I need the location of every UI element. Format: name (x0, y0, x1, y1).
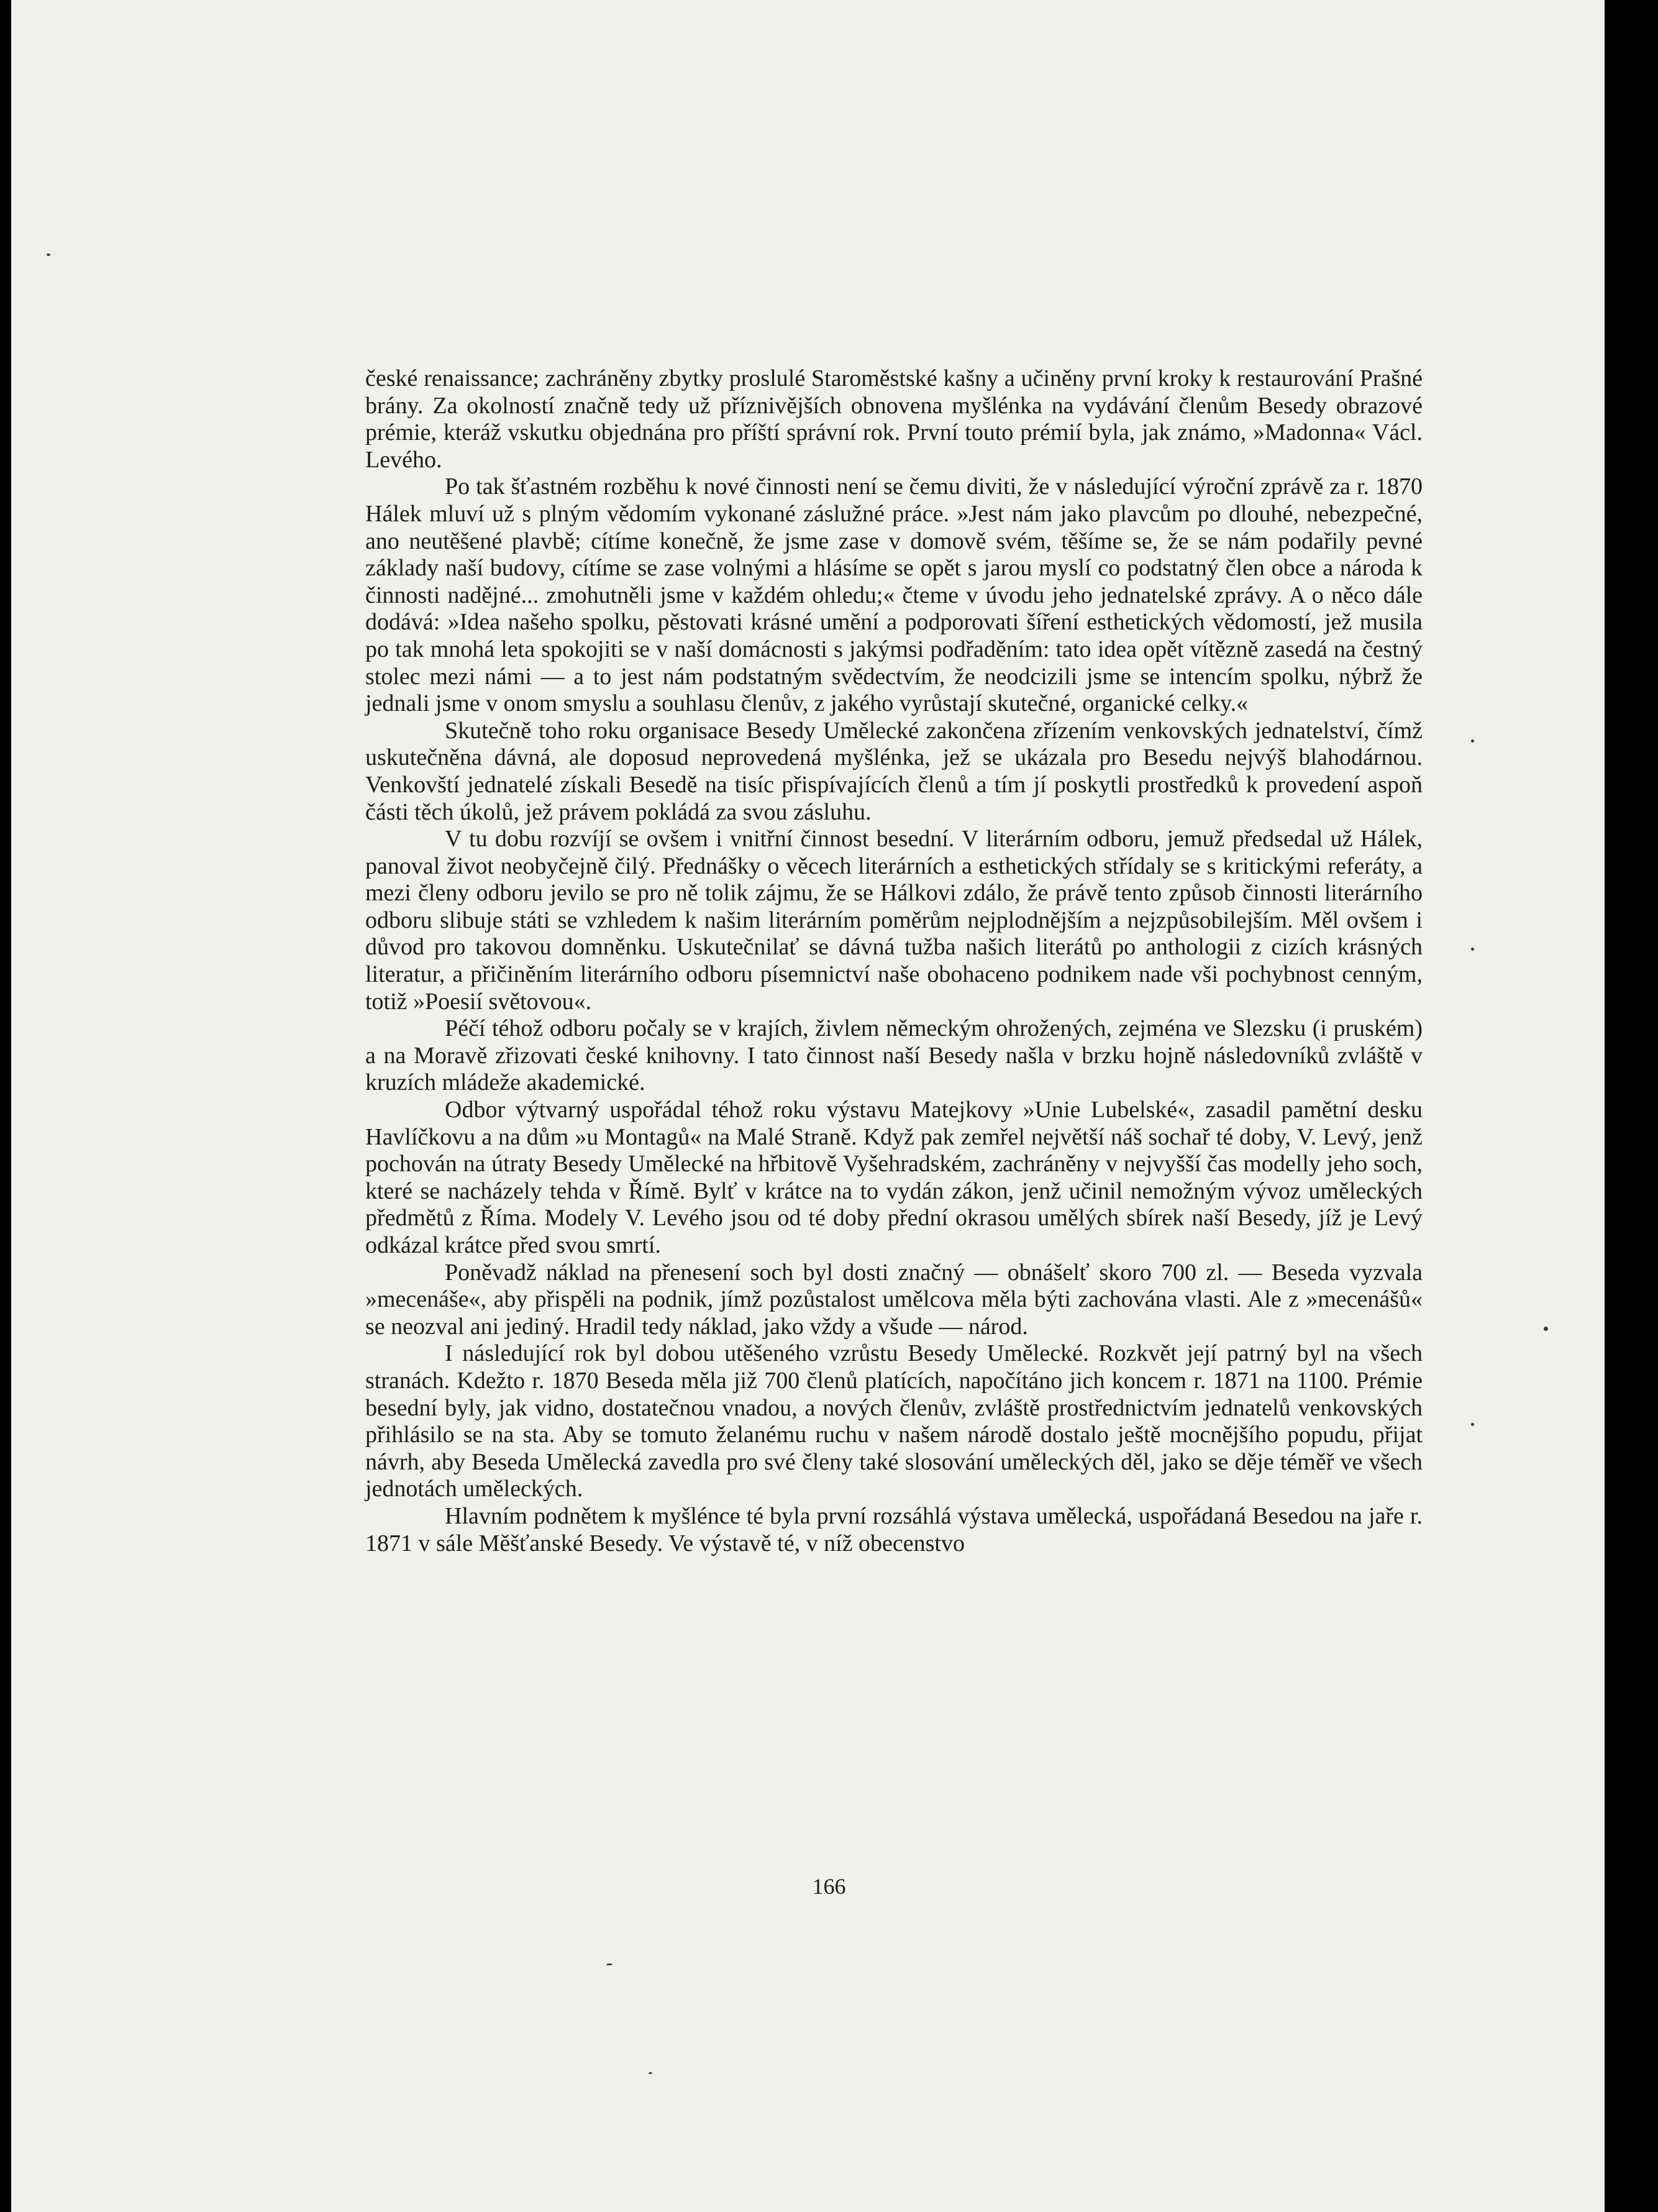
body-text (365, 365, 1423, 1557)
scan-speck (47, 254, 50, 256)
paragraph: I následující rok byl dobou utěšeného vzrůstu Besedy Umělecké. Rozkvět její patrný byl na všech stranách. Kdežto r. 1870 Beseda měla již 700 členů platících, napočítáno jich koncem r. 1871 na 1100. Prémie besední byly, jak vidno, dostatečnou vnadou, a nových členův, zvláště prostřednictvím jednatelů venkovských přihlásilo se na sta. Aby se tomuto želanému ruchu v našem národě dostalo ještě mocnějšího popudu, přijat návrh, aby Beseda Umělecká zavedla pro své členy také slosování uměleckých děl, jako se děje téměř ve všech jednotách uměleckých. (365, 1340, 1423, 1502)
paragraph: české renaissance; zachráněny zbytky proslulé Staroměstské kašny a učiněny první kroky k restaurování Prašné brány. Za okolností značně tedy už příznivějších obnovena myšlénka na vydávání členům Besedy obrazové prémie, kteráž vskutku objednána pro příští správní rok. První touto prémií byla, jak známo, »Madonna« Václ. Levého. (365, 365, 1423, 473)
scan-speck (1544, 1327, 1548, 1331)
scan-speck (1471, 739, 1474, 743)
scan-speck (649, 2072, 652, 2074)
paragraph: Péčí téhož odboru počaly se v krajích, živlem německým ohrožených, zejména ve Slezsku (i pruském) a na Moravě zřizovati české knihovny. I tato činnost naší Besedy našla v brzku hojně následovníků zvláště v kruzích mládeže akademické. (365, 1015, 1423, 1096)
page-number: 166 (812, 1874, 846, 1899)
paragraph: Skutečně toho roku organisace Besedy Umělecké zakončena zřízením venkovských jednatelství, čímž uskutečněna dávná, ale doposud neprovedená myšlénka, jež se ukázala pro Besedu nejvýš blahodárnou. Venkovští jednatelé získali Besedě na tisíc přispívajících členů a tím jí poskytli prostředků k provedení aspoň části těch úkolů, jež právem pokládá za svou zásluhu. (365, 717, 1423, 825)
scan-speck (1471, 948, 1474, 951)
paragraph: Po tak šťastném rozběhu k nové činnosti není se čemu diviti, že v následující výroční zprávě za r. 1870 Hálek mluví už s plným vědomím vykonané záslužné práce. »Jest nám jako plavcům po dlouhé, nebezpečné, ano neutěšené plavbě; cítíme konečně, že jsme zase v domově svém, těšíme se, že se nám podařily pevné základy naší budovy, cítíme se zase volnými a hlásíme se opět s jarou myslí co podstatný člen obce a národa k činnosti nadějné... zmohutněli jsme v každém ohledu;« čteme v úvodu jeho jednatelské zprávy. A o něco dále dodává: »Idea našeho spolku, pěstovati krásné umění a podporovati šíření esthetických vědomostí, jež musila po tak mnohá leta spokojiti se v naší domácnosti s jakýmsi podřaděním: tato idea opět vítězně zasedá na čestný stolec mezi námi — a to jest nám podstatným svědectvím, že neodcizili jsme se intencím spolku, nýbrž že jednali jsme v onom smyslu a souhlasu členův, z jakého vyrůstají skutečné, organické celky.« (365, 473, 1423, 717)
paragraph: Hlavním podnětem k myšlénce té byla první rozsáhlá výstava umělecká, uspořádaná Besedou na jaře r. 1871 v sále Měšťanské Besedy. Ve výstavě té, v níž obecenstvo (365, 1502, 1423, 1556)
paragraph: Odbor výtvarný uspořádal téhož roku výstavu Matejkovy »Unie Lubelské«, zasadil pamětní desku Havlíčkovu a na dům »u Montagů« na Malé Straně. Když pak zemřel největší náš sochař té doby, V. Levý, jenž pochován na útraty Besedy Umělecké na hřbitově Vyšehradském, zachráněny v nejvyšší čas modelly jeho soch, které se nacházely tehda v Římě. Bylť v krátce na to vydán zákon, jenž učinil nemožným vývoz uměleckých předmětů z Říma. Modely V. Levého jsou od té doby přední okrasou umělých sbírek naší Besedy, jíž je Levý odkázal krátce před svou smrtí. (365, 1097, 1423, 1258)
scan-speck (606, 1963, 613, 1965)
paragraph: Poněvadž náklad na přenesení soch byl dosti značný — obnášelť skoro 700 zl. — Beseda vyzvala »mecenáše«, aby přispěli na podnik, jímž pozůstalost umělcova měla býti zachována vlasti. Ale z »mecenášů« se neozval ani jediný. Hradil tedy náklad, jako vždy a všude — národ. (365, 1259, 1423, 1340)
scan-speck (1471, 1423, 1474, 1426)
paragraph: V tu dobu rozvíjí se ovšem i vnitřní činnost besední. V literárním odboru, jemuž předsedal už Hálek, panoval život neobyčejně čilý. Přednášky o věcech literárních a esthetických střídaly se s kritickými referáty, a mezi členy odboru jevilo se pro ně tolik zájmu, že se Hálkovi zdálo, že právě tento způsob činnosti literárního odboru slibuje státi se vzhledem k našim literárním poměrům nejplodnějším a nejzpůsobilejším. Měl ovšem i důvod pro takovou domněnku. Uskutečnilať se dávná tužba našich literátů po anthologii z cizích krásných literatur, a přičiněním literárního odboru písemnictví naše obohaceno podnikem nade vši pochybnost cenným, totiž »Poesií světovou«. (365, 826, 1423, 1015)
